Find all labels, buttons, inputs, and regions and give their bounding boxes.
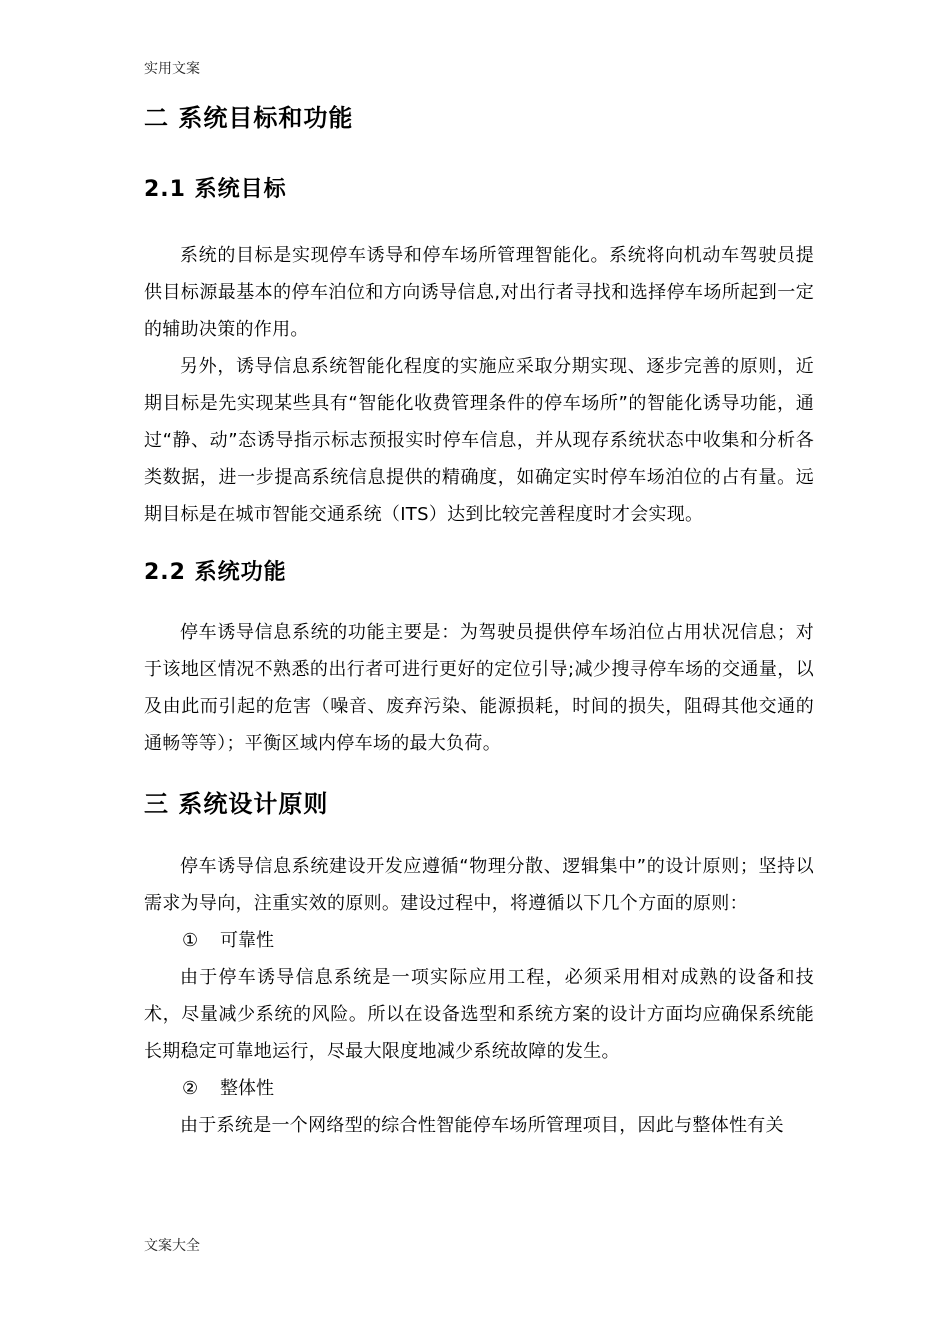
list-number-1: ① — [182, 930, 199, 951]
paragraph-reliability: 由于停车诱导信息系统是一项实际应用工程，必须采用相对成熟的设备和技术，尽量减少系统的风险。所以在设备选型和系统方案的设计方面均应确保系统能长期稳定可靠地运行，尽最大限度地减少系统故障的发生。 — [144, 967, 814, 1062]
document-body — [144, 96, 814, 1144]
paragraph-integrity: 由于系统是一个网络型的综合性智能停车场所管理项目，因此与整体性有关 — [180, 1115, 784, 1136]
list-item-integrity — [144, 1070, 814, 1107]
paragraph-function: 停车诱导信息系统的功能主要是：为驾驶员提供停车场泊位占用状况信息；对于该地区情况不熟悉的出行者可进行更好的定位引导;减少搜寻停车场的交通量，以及由此而引起的危害（噪音、废弃污染、能源损耗，时间的损失，阻碍其他交通的通畅等等）；平衡区域内停车场的最大负荷。 — [144, 622, 814, 754]
paragraph-goal-2: 另外，诱导信息系统智能化程度的实施应采取分期实现、逐步完善的原则，近期目标是先实现某些具有“智能化收费管理条件的停车场所”的智能化诱导功能，通过“静、动”态诱导指示标志预报实时停车信息，并从现存系统状态中收集和分析各类数据，进一步提高系统信息提供的精确度，如确定实时停车场泊位的占有量。远期目标是在城市智能交通系统（ITS）达到比较完善程度时才会实现。 — [144, 356, 814, 525]
list-label-reliability: 可靠性 — [220, 930, 274, 951]
paragraph-principles-intro: 停车诱导信息系统建设开发应遵循“物理分散、逻辑集中”的设计原则；坚持以需求为导向，注重实效的原则。建设过程中，将遵循以下几个方面的原则： — [144, 856, 814, 914]
page-header: 实用文案 — [144, 61, 200, 77]
section-heading-2-1: 2.1 系统目标 — [144, 177, 287, 202]
list-item-reliability — [144, 922, 814, 959]
list-number-2: ② — [182, 1078, 199, 1099]
page-footer: 文案大全 — [144, 1238, 200, 1254]
paragraph-goal-1: 系统的目标是实现停车诱导和停车场所管理智能化。系统将向机动车驾驶员提供目标源最基本的停车泊位和方向诱导信息,对出行者寻找和选择停车场所起到一定的辅助决策的作用。 — [144, 245, 814, 340]
list-label-integrity: 整体性 — [220, 1078, 274, 1099]
section-heading-3: 三 系统设计原则 — [144, 790, 329, 818]
section-heading-2: 二 系统目标和功能 — [144, 104, 354, 132]
section-heading-2-2: 2.2 系统功能 — [144, 560, 287, 585]
